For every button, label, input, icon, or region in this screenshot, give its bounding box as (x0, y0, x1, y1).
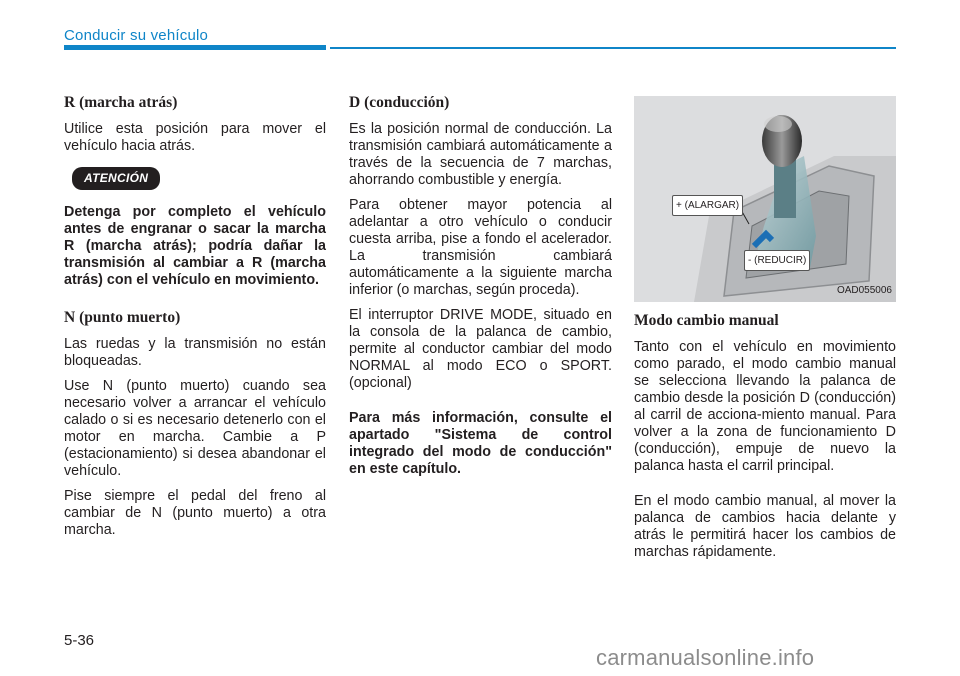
caution-text: Detenga por completo el vehículo antes de engranar o sacar la marcha R (marcha atrás); podría dañar la transmisión al cambiar a R (marcha atrás) con el vehículo en movimiento. (64, 204, 326, 288)
neutral-text-3: Pise siempre el pedal del freno al cambiar de N (punto muerto) a otra marcha. (64, 488, 326, 538)
figure-code: OAD055006 (836, 285, 892, 296)
heading-manual-mode: Modo cambio manual (634, 312, 779, 329)
label-downshift: - (REDUCIR) (744, 250, 810, 271)
reverse-text: Utilice esta posición para mover el vehículo hacia atrás. (64, 121, 326, 154)
section-title: Conducir su vehículo (64, 27, 209, 44)
column-middle (349, 94, 612, 486)
header-rule-thin (330, 47, 896, 49)
manual-text-1: Tanto con el vehículo en movimiento como parado, el modo cambio manual se selecciona llevando la palanca de cambio desde la posición D (conducción) al carril de acciona-miento manual. Para volver a la zona de funcionamiento D (conducción), empuje de nuevo la palanca hasta el carril principal. (634, 339, 896, 474)
drive-text-1: Es la posición normal de conducción. La transmisión cambiará automáticamente a través de la secuencia de 7 marchas, ahorrando combustible y energía. (349, 121, 612, 188)
neutral-text-1: Las ruedas y la transmisión no están bloqueadas. (64, 336, 326, 369)
drive-text-3: El interruptor DRIVE MODE, situado en la consola de la palanca de cambio, permite al conductor cambiar del modo NORMAL al modo ECO o SPORT. (opcional) (349, 307, 612, 391)
heading-drive: D (conducción) (349, 94, 450, 111)
heading-reverse: R (marcha atrás) (64, 94, 178, 111)
column-left (64, 94, 326, 547)
caution-badge: ATENCIÓN (72, 167, 160, 190)
manual-text-2: En el modo cambio manual, al mover la palanca de cambios hacia delante y atrás le permitirá hacer los cambios de marchas rápidamente. (634, 493, 896, 560)
drive-more-info: Para más información, consulte el apartado "Sistema de control integrado del modo de conducción" en este capítulo. (349, 410, 612, 477)
heading-neutral: N (punto muerto) (64, 309, 181, 326)
label-upshift: + (ALARGAR) (672, 195, 743, 216)
neutral-text-2: Use N (punto muerto) cuando sea necesario volver a arrancar el vehículo calado o si es necesario detenerlo con el motor en marcha. Cambie a P (estacionamiento) si desea abandonar el vehículo. (64, 378, 326, 479)
drive-text-2: Para obtener mayor potencia al adelantar a otro vehículo o conducir cuesta arriba, pise a fondo el acelerador. La transmisión cambiará automáticamente a la siguiente marcha inferior (o marchas, según proceda). (349, 197, 612, 298)
gear-shifter-figure (634, 96, 896, 302)
watermark: carmanualsonline.info (596, 645, 815, 670)
column-right (634, 96, 896, 569)
page-number: 5-36 (64, 632, 95, 649)
header-rule-thick (64, 45, 326, 50)
